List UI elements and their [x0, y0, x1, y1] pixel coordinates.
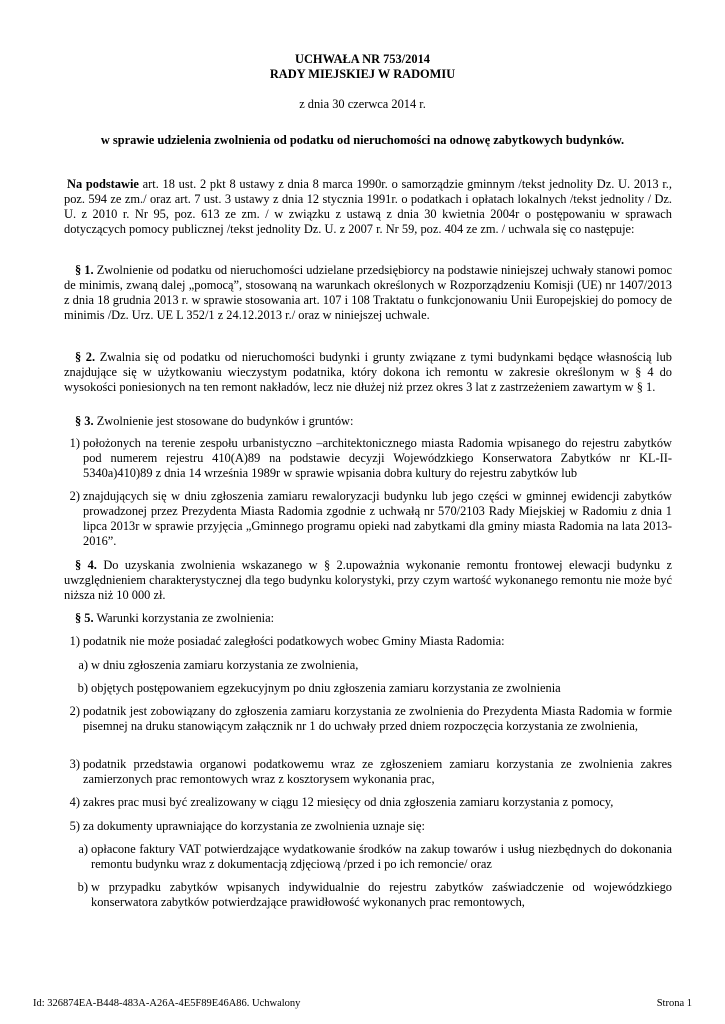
list-letter: b) [77, 880, 88, 894]
section-3-label: § 3. [75, 414, 94, 428]
preamble-lead: Na podstawie [67, 177, 139, 191]
list-item-text: znajdujących się w dniu zgłoszenia zamiaru rewaloryzacji budynku lub jego części w gminnej ewidencji zabytków prowadzonej przez Prezydenta Miasta Radomia zgodnie z uchwałą nr 570/2103 Rady Miejskiej w Radomiu z dnia 1 lipca 2013r w sprawie przyjęcia „Gminnego programu opieki nad zabytkami dla gminy miasta Radomia na lata 2013-2016”. [83, 489, 672, 548]
section-3 [64, 414, 672, 429]
page-number: Strona 1 [656, 998, 692, 1009]
list-item-text: podatnik nie może posiadać zaległości podatkowych wobec Gminy Miasta Radomia: [83, 634, 505, 648]
section-5-label: § 5. [75, 611, 94, 625]
section-1-text: Zwolnienie od podatku od nieruchomości udzielane przedsiębiorcy na podstawie niniejszej uchwały stanowi pomoc de minimis, zwaną dalej „pomocą”, stosowaną na warunkach określonych w Rozporządzeniu Komisji (UE) nr 1407/2013 z dnia 18 grudnia 2013 r. w sprawie stosowania art. 107 i 108 Traktatu o funkcjonowaniu Unii Europejskiej do pomocy de minimis /Dz. Urz. UE L 352/1 z 24.12.2013 r./ oraz w niniejszej uchwale. [64, 263, 673, 322]
section-4-label: § 4. [75, 558, 97, 572]
list-item-text: za dokumenty uprawniające do korzystania ze zwolnienia uznaje się: [83, 819, 425, 833]
document-id: Id: 326874EA-B448-483A-A26A-4E5F89E46A86. Uchwalony [33, 998, 301, 1009]
section-5 [64, 611, 672, 626]
list-item-text: podatnik przedstawia organowi podatkowemu wraz ze zgłoszeniem zamiaru korzystania ze zwolnienia zakres zamierzonych prac remontowych wraz z kosztorysem wykonania prac, [83, 757, 672, 786]
resolution-subject: w sprawie udzielenia zwolnienia od podatku od nieruchomości na odnowę zabytkowych budynków. [100, 133, 625, 147]
resolution-date: z dnia 30 czerwca 2014 r. [299, 97, 426, 111]
list-item-text: objętych postępowaniem egzekucyjnym po dniu zgłoszenia zamiaru korzystania ze zwolnienia [91, 681, 561, 695]
section-3-text: Zwolnienie jest stosowane do budynków i gruntów: [93, 414, 354, 428]
list-number: 1) [69, 436, 80, 450]
section-2-label: § 2. [75, 350, 96, 364]
preamble-text: art. 18 ust. 2 pkt 8 ustawy z dnia 8 marca 1990r. o samorządzie gminnym /tekst jednolity Dz. U. 2013 r., poz. 594 ze zm./ oraz art. 7 ust. 3 ustawy z dnia 12 stycznia 1991r. o podatkach i opłatach lokalnych /tekst jednolity / Dz. U. z 2010 r. Nr 95, poz. 613 ze zm. / w związku z ustawą z dnia 30 kwietnia 2004r o postępowaniu w sprawach dotyczących pomocy publicznej /tekst jednolity Dz. U. z 2007 r. Nr 59, poz. 404 ze zm. / uchwala się co następuje: [64, 177, 672, 236]
list-number: 2) [69, 704, 80, 718]
list-item-text: zakres prac musi być zrealizowany w ciągu 12 miesięcy od dnia zgłoszenia zamiaru korzystania z pomocy, [83, 795, 614, 809]
list-number: 4) [69, 795, 80, 809]
section-5-text: Warunki korzystania ze zwolnienia: [93, 611, 275, 625]
section-1-label: § 1. [75, 263, 94, 277]
list-number: 5) [69, 819, 80, 833]
list-item-text: opłacone faktury VAT potwierdzające wydatkowanie środków na zakup towarów i usług niezbędnych do dokonania remontu budynku wraz z dokumentacją zdjęciową /przed i po ich remoncie/ oraz [91, 842, 672, 871]
list-item-text: w dniu zgłoszenia zamiaru korzystania ze zwolnienia, [91, 658, 359, 672]
list-item-text: położonych na terenie zespołu urbanistyczno –architektonicznego miasta Radomia wpisanego do rejestru zabytków pod numerem rejestru 410(A)89 na podstawie decyzji Wojewódzkiego Konserwatora Zabytków nr KL-II-5340a)410)89 z dnia 14 września 1989r w sprawie wpisania dobra kultury do rejestru zabytków lub [83, 436, 672, 480]
list-letter: b) [77, 681, 88, 695]
section-4 [64, 558, 672, 603]
list-item-text: podatnik jest zobowiązany do zgłoszenia zamiaru korzystania ze zwolnienia do Prezydenta Miasta Radomia w formie pisemnej na druku stanowiącym załącznik nr 1 do uchwały przed dniem rozpoczęcia korzystania ze zwolnienia, [83, 704, 672, 733]
preamble [64, 177, 672, 237]
section-1 [64, 263, 672, 323]
section-2-text: Zwalnia się od podatku od nieruchomości budynki i grunty związane z tymi budynkami będące własnością lub znajdujące się w użytkowaniu wieczystym podatnika, który dokona ich remontu w zakresie określonym w § 4 do wysokości poniesionych na ten remont nakładów, lecz nie dłużej niż przez okres 3 lat z zastrzeżeniem zawartym w § 1. [64, 350, 672, 394]
section-4-text: Do uzyskania zwolnienia wskazanego w § 2.upoważnia wykonanie remontu frontowej elewacji budynku z uwzględnieniem charakterystycznej dla tego budynku kolorystyki, przy czym wartość wykonanego remontu nie może być niższa niż 10 000 zł. [64, 558, 672, 602]
list-letter: a) [78, 658, 88, 672]
council-name: RADY MIEJSKIEJ W RADOMIU [269, 67, 456, 81]
list-item-text: w przypadku zabytków wpisanych indywidualnie do rejestru zabytków zaświadczenie od wojewódzkiego konserwatora zabytków potwierdzające prawidłowość wykonanych prac remontowych, [91, 880, 672, 909]
resolution-title: UCHWAŁA NR 753/2014 [295, 52, 430, 66]
list-number: 1) [69, 634, 80, 648]
list-letter: a) [78, 842, 88, 856]
section-2 [64, 350, 672, 395]
list-number: 2) [69, 489, 80, 503]
list-number: 3) [69, 757, 80, 771]
